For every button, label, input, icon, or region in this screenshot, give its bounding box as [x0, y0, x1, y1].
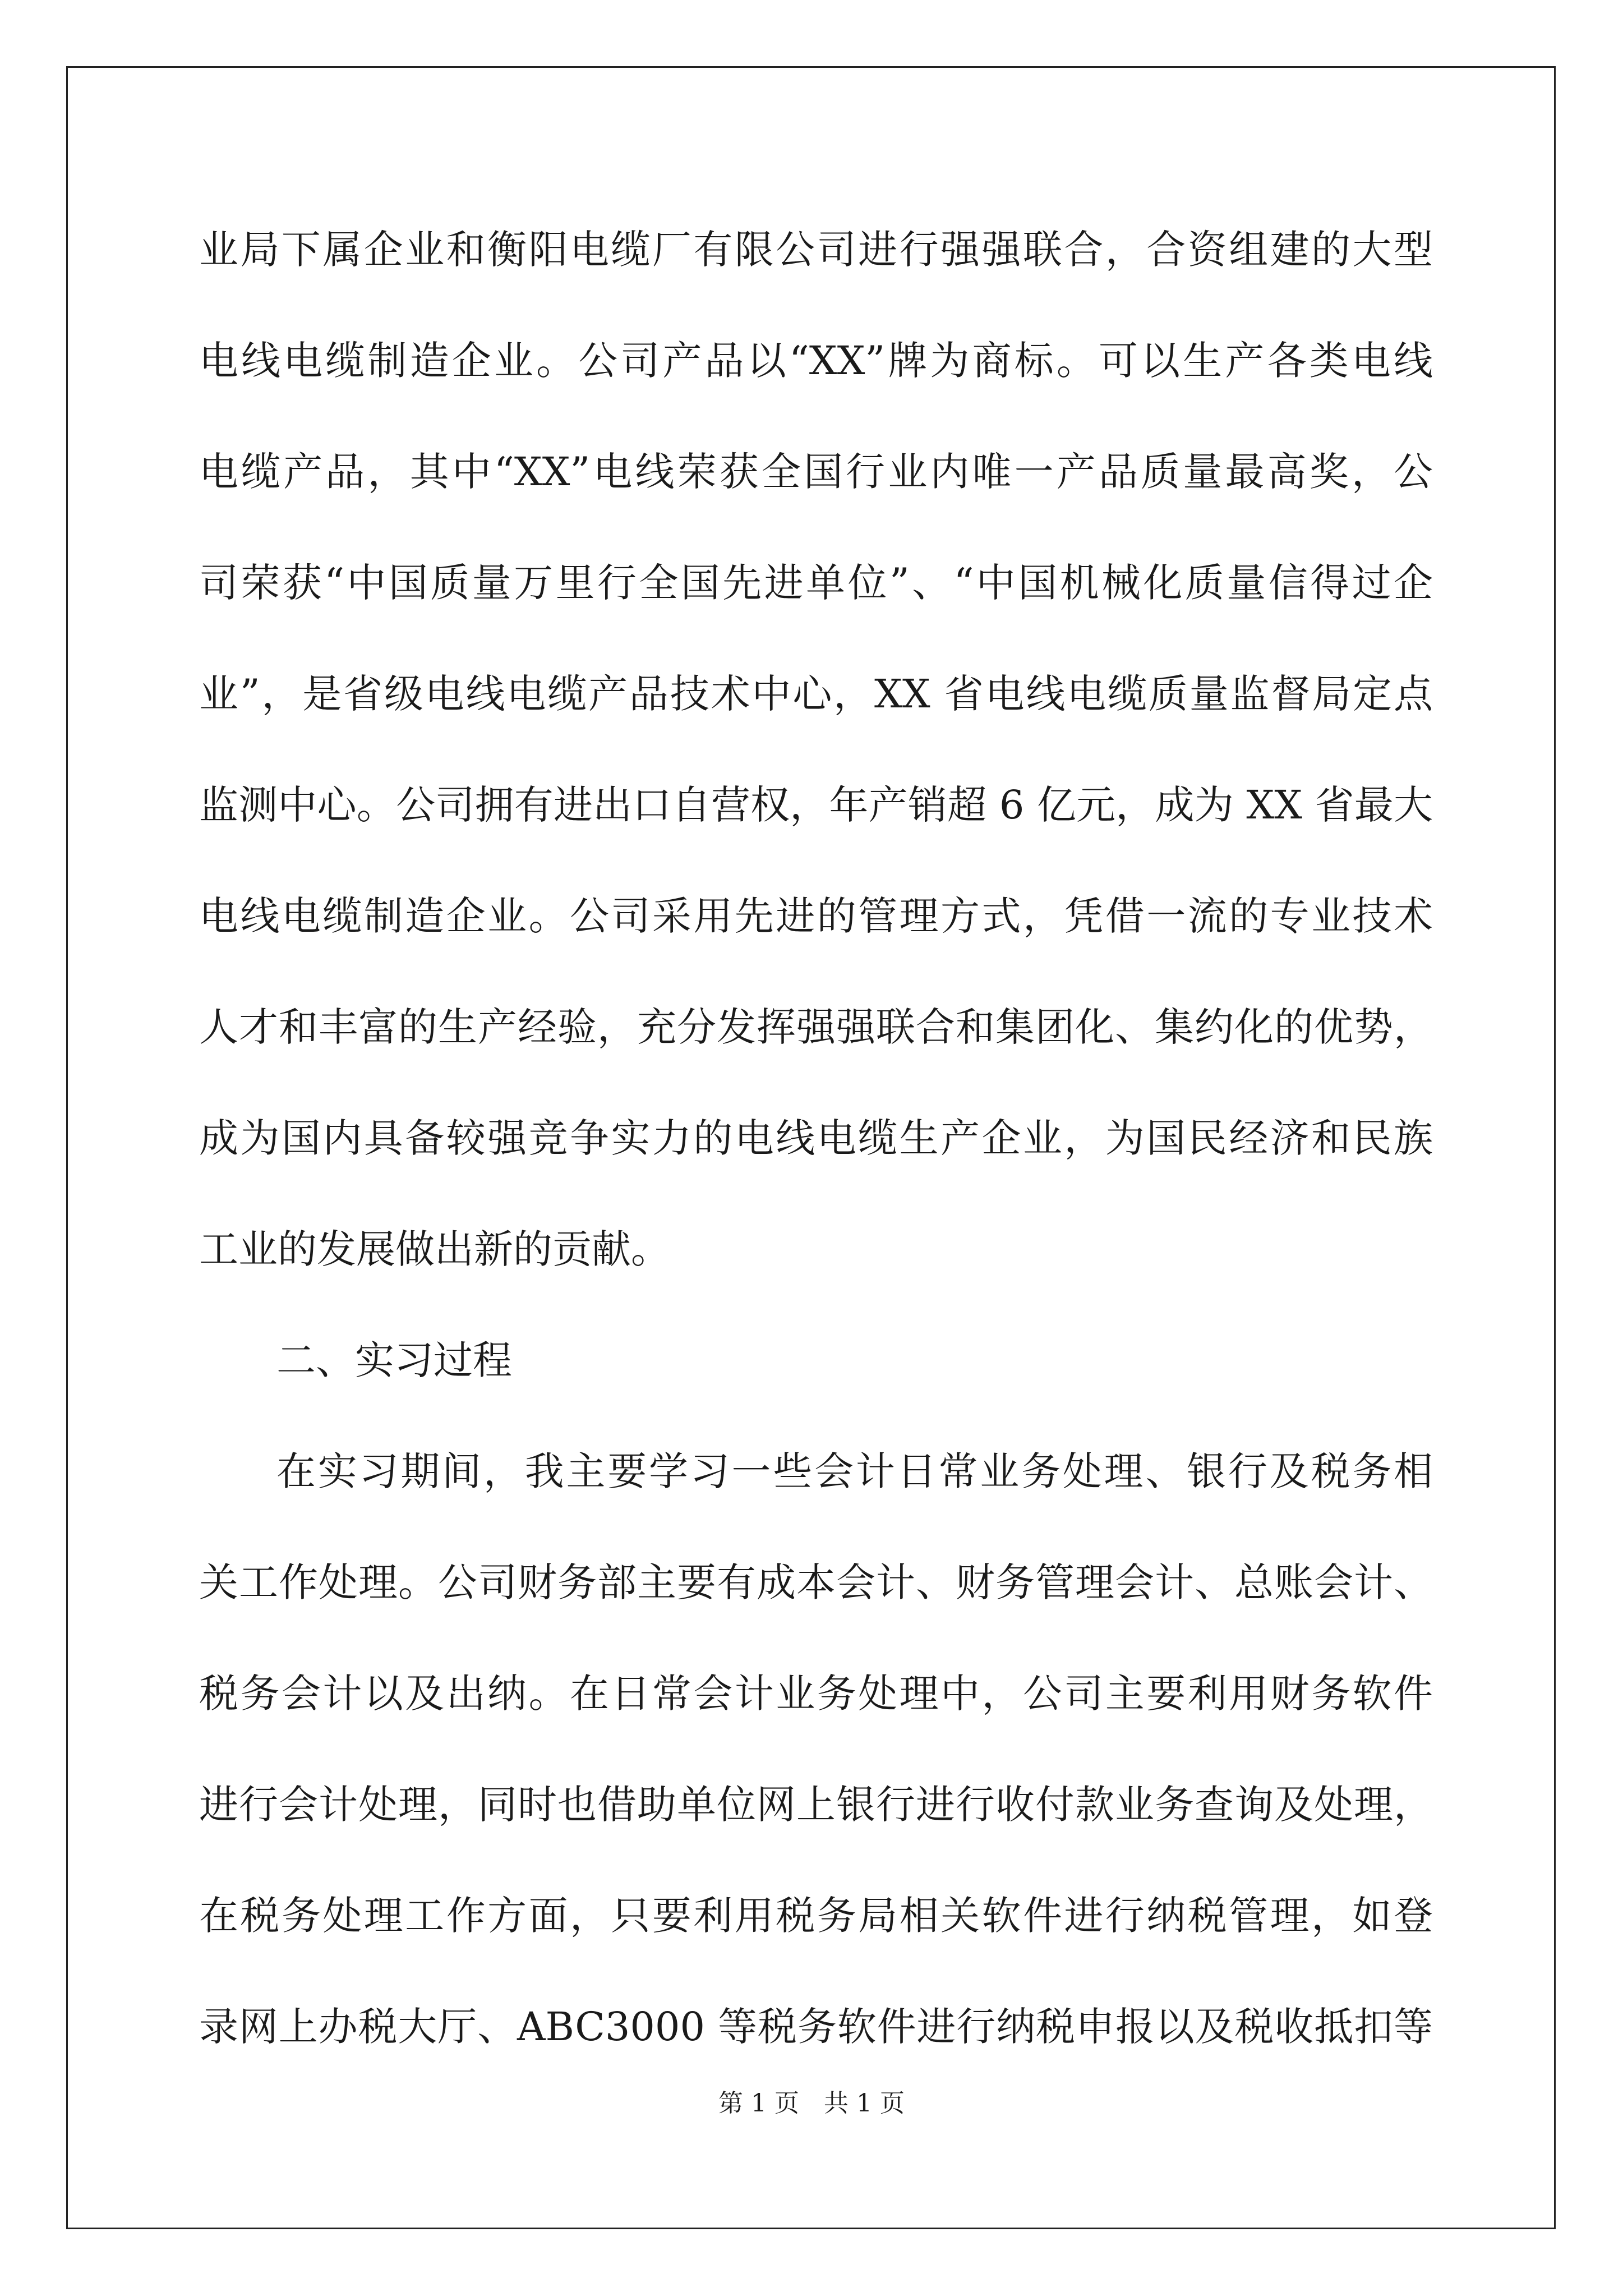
section-heading: 二、实习过程: [276, 1337, 512, 1383]
paragraph-line: 录网上办税大厅、ABC3000 等税务软件进行纳税申报以及税收抵扣等: [199, 2004, 1433, 2050]
paragraph-line-last: 工业的发展做出新的贡献。: [199, 1226, 670, 1272]
paragraph-line: 监测中心。公司拥有进出口自营权，年产销超 6 亿元，成为 XX 省最大: [199, 782, 1433, 828]
paragraph-line: 关工作处理。公司财务部主要有成本会计、财务管理会计、总账会计、: [199, 1559, 1433, 1605]
document-body: [199, 222, 1433, 2110]
paragraph-line: 进行会计处理，同时也借助单位网上银行进行收付款业务查询及处理，: [199, 1782, 1433, 1828]
paragraph-line: 电线电缆制造企业。公司采用先进的管理方式，凭借一流的专业技术: [199, 893, 1433, 939]
paragraph-line: 人才和丰富的生产经验，充分发挥强强联合和集团化、集约化的优势，: [199, 1004, 1433, 1050]
paragraph-line: 电线电缆制造企业。公司产品以“XX”牌为商标。可以生产各类电线: [199, 338, 1433, 384]
page-footer: 第 1 页 共 1 页: [718, 2089, 905, 2118]
paragraph-line: 在税务处理工作方面，只要利用税务局相关软件进行纳税管理，如登: [199, 1893, 1433, 1939]
paragraph-line: 业”，是省级电线电缆产品技术中心，XX 省电线电缆质量监督局定点: [199, 671, 1433, 717]
paragraph-line-first: 在实习期间，我主要学习一些会计日常业务处理、银行及税务相: [276, 1448, 1433, 1494]
paragraph-line: 司荣获“中国质量万里行全国先进单位”、“中国机械化质量信得过企: [199, 560, 1433, 606]
paragraph-line: 成为国内具备较强竞争实力的电线电缆生产企业，为国民经济和民族: [199, 1115, 1433, 1161]
paragraph-line: 电缆产品，其中“XX”电线荣获全国行业内唯一产品质量最高奖，公: [199, 449, 1433, 495]
paragraph-line: 税务会计以及出纳。在日常会计业务处理中，公司主要利用财务软件: [199, 1671, 1433, 1717]
paragraph-line: 业局下属企业和衡阳电缆厂有限公司进行强强联合，合资组建的大型: [199, 227, 1433, 273]
